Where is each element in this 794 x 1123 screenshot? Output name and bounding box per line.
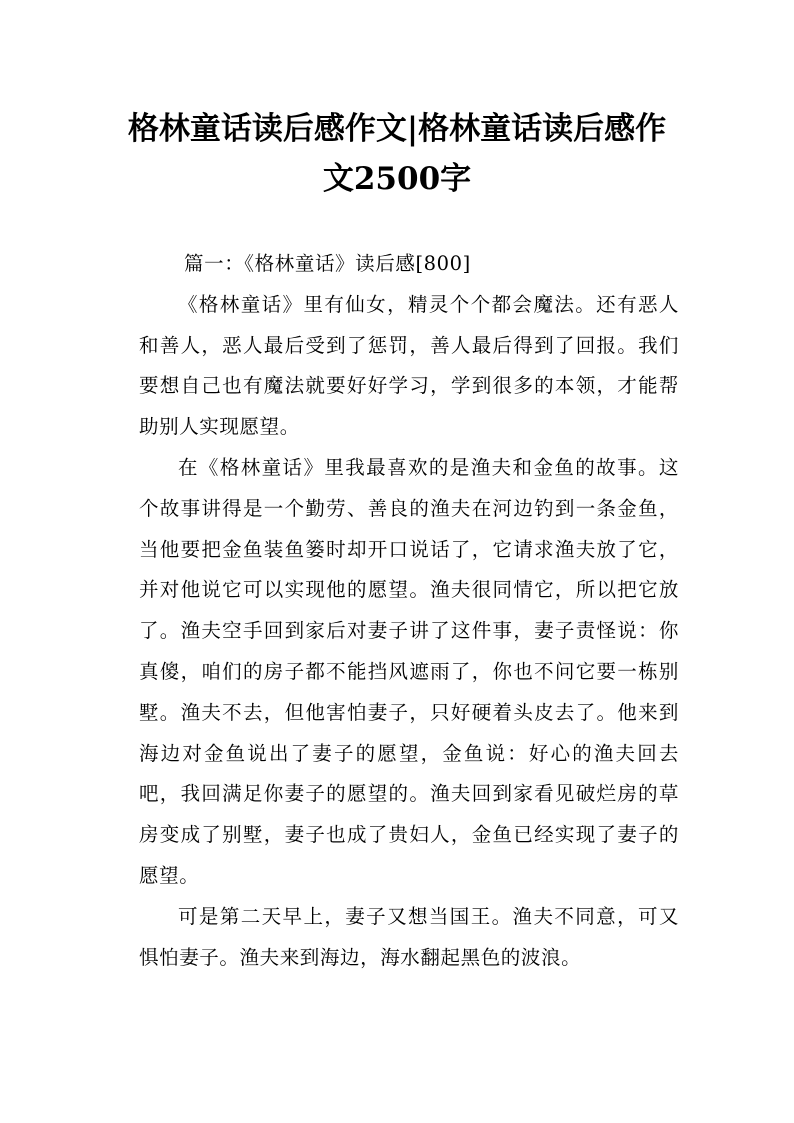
document-title	[120, 104, 674, 204]
document-body	[139, 244, 679, 978]
title-line-1: 格林童话读后感作文|格林童话读后感作	[127, 111, 667, 147]
paragraph-3: 可是第二天早上，妻子又想当国王。渔夫不同意，可又惧怕妻子。渔夫来到海边，海水翻起黑色的波浪。	[139, 904, 679, 969]
section-heading: 篇一：《格林童话》读后感[800]	[184, 252, 471, 275]
paragraph-2: 在《格林童话》里我最喜欢的是渔夫和金鱼的故事。这个故事讲得是一个勤劳、善良的渔夫在河边钓到一条金鱼，当他要把金鱼装鱼篓时却开口说话了，它请求渔夫放了它，并对他说它可以实现他的愿望。渔夫很同情它，所以把它放了。渔夫空手回到家后对妻子讲了这件事，妻子责怪说：你真傻，咱们的房子都不能挡风遮雨了，你也不问它要一栋别墅。渔夫不去，但他害怕妻子，只好硬着头皮去了。他来到海边对金鱼说出了妻子的愿望，金鱼说：好心的渔夫回去吧，我回满足你妻子的愿望的。渔夫回到家看见破烂房的草房变成了别墅，妻子也成了贵妇人，金鱼已经实现了妻子的愿望。	[139, 455, 679, 887]
paragraph-1: 《格林童话》里有仙女，精灵个个都会魔法。还有恶人和善人，恶人最后受到了惩罚，善人最后得到了回报。我们要想自己也有魔法就要好好学习，学到很多的本领，才能帮助别人实现愿望。	[139, 292, 679, 439]
title-line-2: 文2500字	[322, 161, 472, 197]
